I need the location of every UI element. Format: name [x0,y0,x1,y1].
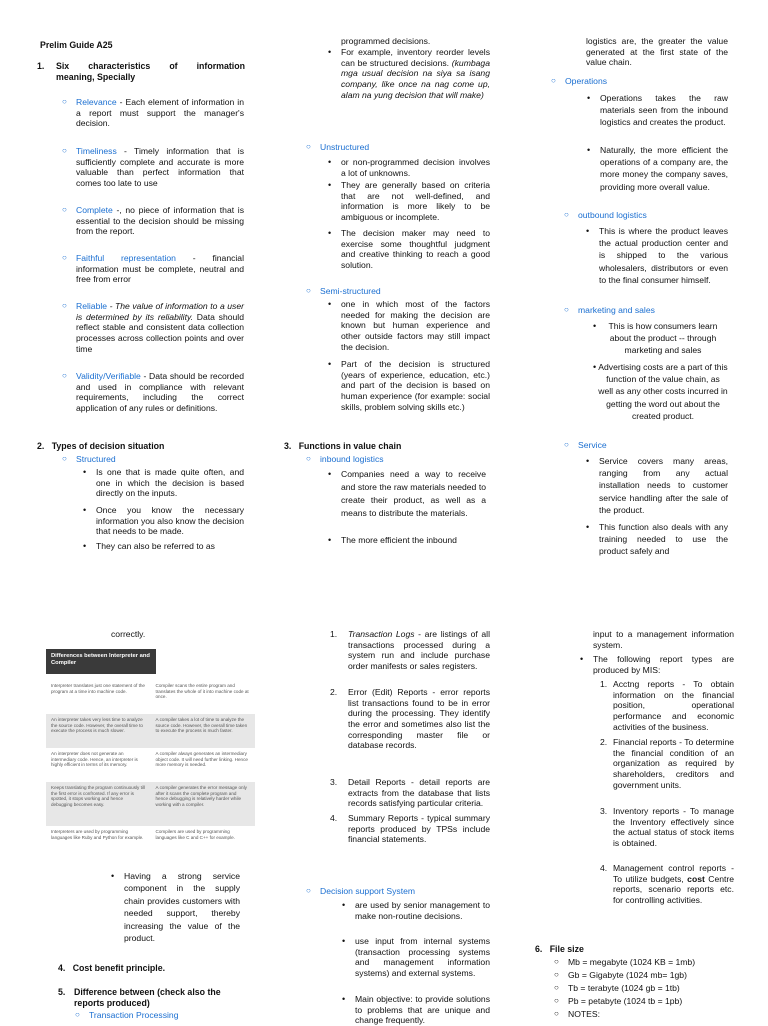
continued-text: logistics are, the greater the value generated at the first state of the value chain. [586,36,728,68]
list-text: Summary Reports - typical summary reports produced by TPSs include financial statements. [348,813,490,845]
list-item [330,777,490,809]
circle-bullet-icon: ○ [75,1010,80,1019]
list-number: 3. [600,806,608,816]
list-text: Mb = megabyte (1024 KB = 1mb) [568,957,696,967]
subheading [306,886,416,897]
bullet-icon: • [328,299,332,309]
subheading [564,305,655,316]
table-title: Differences between Interpreter and Compiler [46,649,156,674]
table-cell: A compiler always generates an intermediary object code. It will need further linking. Hence more memory is needed. [151,748,256,782]
bullet-item [580,654,734,675]
section-number: 5. [58,987,66,997]
bullet-item [83,467,244,499]
comparison-table-image [46,649,255,848]
bullet-item [586,455,728,516]
table-cell: An interpreter takes very less time to analyze the source code. However, the overall time to execute the process is much slower. [46,714,151,748]
bullet-icon: • [83,541,87,551]
section-2-heading [37,441,164,452]
section-4-heading [58,963,165,974]
circle-bullet-icon: ○ [62,454,67,463]
bullet-text: Having a strong service component in the supply chain provides customers with needed support, thereby increasing the value of the product. [124,871,240,944]
bullet-item [328,157,490,178]
doc-title: Prelim Guide A25 [40,40,113,50]
list-item [554,957,696,968]
list-text: Centre reports, scenario reports etc. for controlling activities. [613,873,735,905]
bullet-icon: • [593,362,597,372]
table-row [46,826,255,848]
subheading [564,210,647,221]
list-number: 3. [330,777,338,787]
circle-bullet-icon: ○ [554,957,559,966]
subheading-label: Semi-structured [320,286,381,296]
section-title: File size [549,944,584,954]
bullet-text: The more efficient the inbound [341,535,457,545]
bullet-text: The decision maker may need to exercise some thoughtful judgment and creative thinking to reach a good solution. [341,228,490,270]
bullet-text-italic: (kumbaga mga usual decision na siya sa isang company, like once na nag come up, alam na yung decision that will make) [341,57,490,100]
bullet-text: Naturally, the more efficient the operations of a company are, the more money the company saves, providing more overall value. [600,145,728,192]
bullet-text: Service covers many areas, ranging from any actual installation needs to customer service handling after the sale of the product. [599,456,728,515]
list-text: Financial reports - To determine the financial condition of an organization as required by shareholders, creditors and government units. [613,737,734,790]
bullet-icon: • [342,900,346,910]
list-text: - are listings of all transactions processed during a system run and include purchase order manifests or sales registers. [348,629,490,671]
circle-bullet-icon: ○ [306,142,311,151]
bullet-icon: • [342,936,346,946]
subheading [306,454,384,465]
section-1-heading [37,61,245,83]
section-title-line2: meaning, Specially [56,71,136,82]
bullet-text: The following report types are produced by MIS: [593,654,734,675]
list-item [62,97,244,129]
subheading-label: Transaction Processing [89,1010,179,1020]
term-text: - financial information must be complete, neutral and free from error [76,253,244,285]
bullet-item [328,228,490,271]
term-label: Relevance [76,97,117,107]
subheading [62,454,116,465]
term-label: Validity/Verifiable [76,371,141,381]
bullet-item [586,521,728,558]
table-cell: Interpreters are used by programming languages like Ruby and Python for example. [46,826,151,848]
term-text: -, no piece of information that is essential to the decision should be missing from the report. [76,205,244,237]
bullet-item [587,92,728,129]
bullet-item [593,320,728,357]
table-cell: Compiler scans the entire program and translates the whole of it into machine code at once. [151,680,256,714]
list-item [600,806,734,849]
circle-bullet-icon: ○ [306,886,311,895]
list-item [330,813,490,845]
list-term: Transaction Logs [348,629,415,639]
bullet-icon: • [83,505,87,515]
subheading-label: Decision support System [320,886,416,896]
bullet-item [83,541,244,552]
list-item [554,983,680,994]
circle-bullet-icon: ○ [62,301,67,310]
section-title: Cost benefit principle. [72,963,166,973]
table-row [46,782,255,826]
term-text: - Timely information that is sufficiently complete and accurate is more valuable than perfect information that comes too late to use [76,146,244,188]
bullet-icon: • [111,871,115,881]
bullet-icon: • [328,228,332,238]
list-text: Error (Edit) Reports - error reports list transactions found to be in error during the processing. They identify the error and sometimes also list the corresponding master file or database records. [348,687,490,751]
table-cell: Keeps translating the program continuously till the first error is confronted. If any error is spotted, it stops working and hence debugging becomes easy. [46,782,151,826]
list-number: 1. [330,629,338,639]
table-cell: A compiler takes a lot of time to analyze the source code. However, the overall time taken to execute the process is much faster. [151,714,256,748]
list-item [554,970,687,981]
circle-bullet-icon: ○ [62,371,67,380]
table-cell: An interpreter does not generate an intermediary code. Hence, an interpreter is highly efficient in terms of its memory. [46,748,151,782]
bullet-text: Once you know the necessary information you also know the decision that needs to be made. [96,505,244,537]
bullet-item [342,936,490,979]
term-text: Data should reflect stable and consistent data collection processes across collection points and over time [76,311,244,354]
subheading-label: Service [578,440,607,450]
list-item [62,205,244,237]
term-label: Reliable [76,301,108,311]
bullet-icon: • [586,226,590,236]
bullet-item [328,468,486,520]
list-text: NOTES: [568,1009,600,1019]
table-cell: Compilers are used by programming languages like C and C++ for example. [151,826,256,848]
table-row [46,748,255,782]
bullet-icon: • [587,145,591,155]
list-number: 1. [600,679,608,689]
continued-text: input to a management information system. [593,629,734,650]
bullet-icon: • [587,93,591,103]
list-text: Gb = Gigabyte (1024 mb= 1gb) [568,970,687,980]
subheading [75,1010,179,1021]
list-text: Tb = terabyte (1024 gb = 1tb) [568,983,680,993]
circle-bullet-icon: ○ [554,983,559,992]
bullet-text: Operations takes the raw materials seen from the inbound logistics and creates the product. [600,93,728,128]
bullet-text: This is where the product leaves the actual production center and is shipped to the various wholesalers, distributors or even to the final consumer himself. [599,226,728,285]
list-item [330,629,490,672]
list-item [600,863,735,906]
list-text: Inventory reports - To manage the Inventory effectively since the actual status of stock items is obtained. [613,806,734,848]
section-title-line1: Difference between (check also the [74,987,221,997]
bullet-text: use input from internal systems (transaction processing systems and management information systems) and external systems. [355,936,490,978]
list-number: 4. [600,863,608,873]
section-title: Types of decision situation [51,441,165,451]
list-number: 2. [600,737,608,747]
section-number: 2. [37,441,45,451]
circle-bullet-icon: ○ [62,205,67,214]
list-text-bold: cost [687,873,705,884]
subheading-label: outbound logistics [578,210,647,220]
list-number: 2. [330,687,338,697]
bullet-text: one in which most of the factors needed for making the decision are known but human experience and other outside factors may still impact the decision. [341,299,490,352]
bullet-text: For example, inventory reorder levels can be structured decisions. [341,47,490,68]
bullet-text: Part of the decision is structured (years of experience, education, etc.) and part of the decision is based on human experience (for example: social skills, problem solving skills etc.) [341,359,490,412]
bullet-item [328,359,490,412]
subheading [306,142,370,153]
list-item [62,253,244,285]
list-item [62,301,244,354]
bullet-icon: • [83,467,87,477]
bullet-icon: • [328,47,332,57]
bullet-icon: • [328,535,332,545]
subheading [306,286,381,297]
list-item [330,687,490,751]
table-row [46,680,255,714]
circle-bullet-icon: ○ [306,454,311,463]
subheading-label: marketing and sales [578,305,655,315]
table-cell: A compiler generates the error message only after it scans the complete program and hence debugging is relatively harder while working with a compiler. [151,782,256,826]
bullet-icon: • [586,522,590,532]
bullet-text: They can also be referred to as [96,541,215,551]
subheading [551,76,608,87]
section-number: 1. [37,61,45,71]
section-title: Functions in value chain [298,441,402,451]
bullet-icon: • [580,654,584,664]
circle-bullet-icon: ○ [554,970,559,979]
bullet-item [328,47,490,100]
circle-bullet-icon: ○ [554,996,559,1005]
bullet-text: or non-programmed decision involves a lot of unknowns. [341,157,490,178]
bullet-icon: • [342,994,346,1004]
bullet-item [328,299,490,352]
bullet-text: Advertising costs are a part of this function of the value chain, as well as any other costs incurred in getting the word out about the created product. [598,362,728,421]
bullet-text: Main objective: to provide solutions to problems that are unique and change frequently. [355,994,490,1026]
term-label: Faithful representation [76,253,176,263]
subheading [564,440,607,451]
circle-bullet-icon: ○ [564,305,569,314]
term-text-italic: - The value of information to a user is determined by its reliability. [76,301,244,322]
subheading-label: Operations [565,76,608,86]
bullet-item [586,225,728,286]
term-label: Timeliness [76,146,117,156]
table-row [46,714,255,748]
section-title-line1: Six characteristics of information [56,61,245,71]
bullet-text: They are generally based on criteria that are not well-defined, and information is more likely to be ambiguous or incomplete. [341,180,490,222]
bullet-icon: • [328,157,332,167]
table-cell: Interpreter translates just one statement of the program at a time into machine code. [46,680,151,714]
section-number: 3. [284,441,292,451]
list-item [62,146,244,189]
circle-bullet-icon: ○ [62,97,67,106]
subheading-label: Structured [76,454,116,464]
circle-bullet-icon: ○ [564,210,569,219]
bullet-item [328,535,486,546]
circle-bullet-icon: ○ [62,146,67,155]
bullet-icon: • [586,456,590,466]
list-item [554,996,683,1007]
bullet-text: Is one that is made quite often, and one in which the decision is based directly on the inputs. [96,467,244,499]
section-number: 6. [535,944,543,954]
list-item [62,371,244,414]
continued-text: programmed decisions. [341,36,431,46]
section-6-heading [535,944,584,955]
list-text: Acctng reports - To obtain information on the financial position, operational performance and economic activities of the business. [613,679,734,732]
subheading-label: Unstructured [320,142,370,152]
bullet-item [111,870,240,945]
section-3-heading [284,441,401,452]
term-label: Complete [76,205,113,215]
bullet-item [342,900,490,921]
circle-bullet-icon: ○ [564,440,569,449]
continued-text: correctly. [111,629,146,639]
circle-bullet-icon: ○ [306,286,311,295]
term-text: - Each element of information in a report must support the manager's decision. [76,97,244,129]
bullet-item [83,505,244,537]
section-number: 4. [58,963,66,973]
bullet-icon: • [328,469,332,479]
term-text: - Data should be recorded and used in compliance with relevant requirements, including the correct application of any rules or definitions. [76,371,244,413]
bullet-text: Companies need a way to receive and store the raw materials needed to create their product, as well as a means to distribute the materials. [341,469,486,518]
bullet-text: This function also deals with any training needed to use the product safely and [599,522,728,557]
bullet-item [587,144,728,193]
bullet-item [593,361,728,422]
circle-bullet-icon: ○ [551,76,556,85]
bullet-text: are used by senior management to make non-routine decisions. [355,900,490,921]
bullet-icon: • [328,180,332,190]
bullet-item [328,180,490,223]
list-item [600,679,734,732]
bullet-icon: • [593,321,597,331]
circle-bullet-icon: ○ [62,253,67,262]
bullet-text: This is how consumers learn about the product -- through marketing and sales [608,321,718,356]
circle-bullet-icon: ○ [554,1009,559,1018]
list-item [554,1009,600,1020]
list-text: Detail Reports - detail reports are extracts from the database that lists records satisfying particular criteria. [348,777,490,809]
section-5-heading [58,987,221,1009]
bullet-icon: • [328,359,332,369]
list-item [600,737,734,790]
list-text: Management control reports - To utilize budgets, [613,863,734,884]
subheading-label: inbound logistics [320,454,384,464]
section-title-line2: reports produced) [74,997,150,1008]
list-number: 4. [330,813,338,823]
list-text: Pb = petabyte (1024 tb = 1pb) [568,996,683,1006]
bullet-item [342,994,490,1026]
